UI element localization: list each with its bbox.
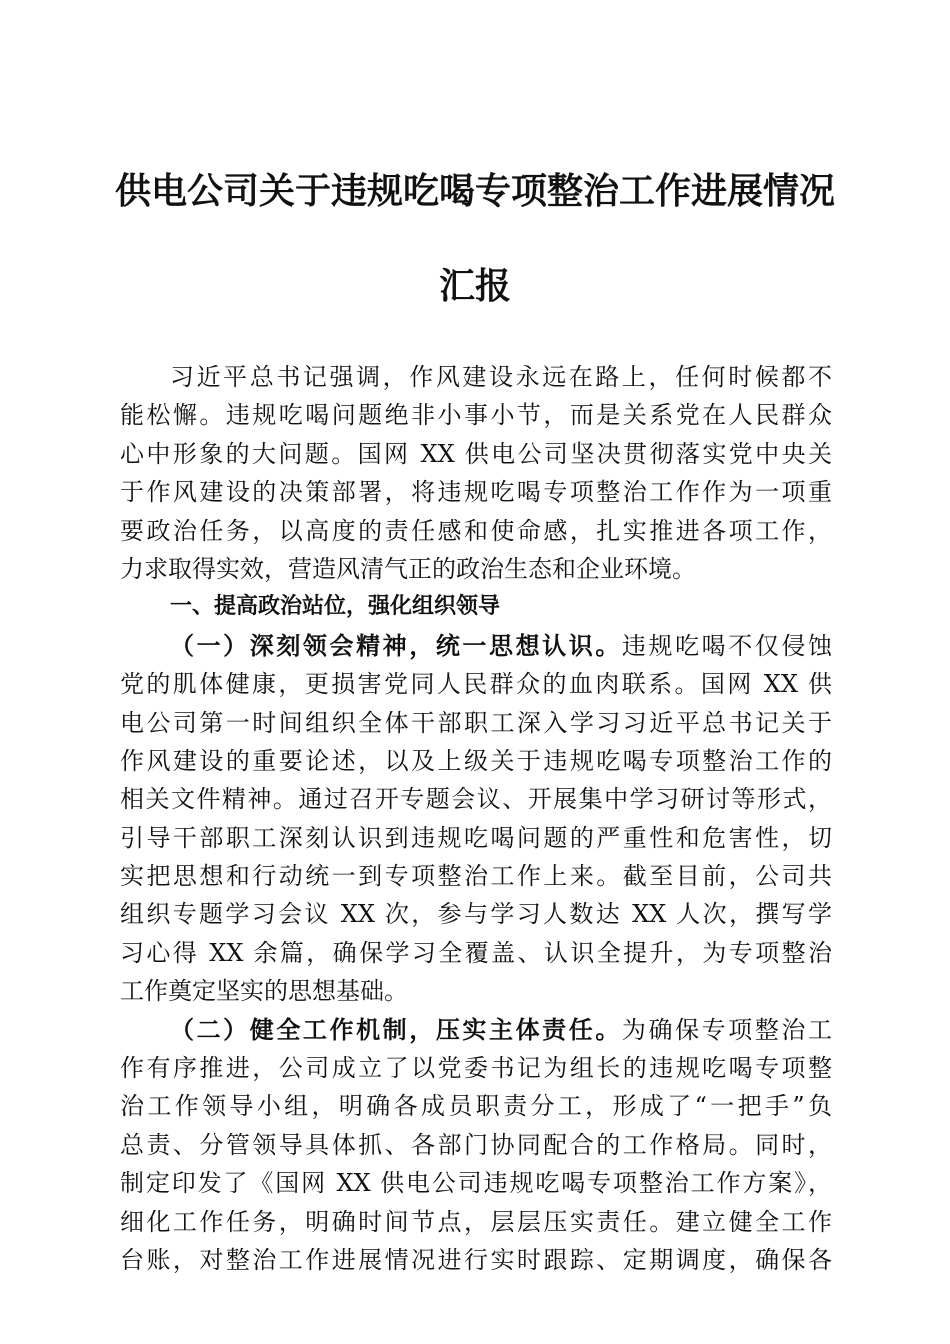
subsection-1-line: 工作奠定坚实的思想基础。: [120, 977, 408, 1006]
intro-line: 力求取得实效，营造风清气正的政治生态和企业环境。: [120, 554, 696, 583]
section-heading-1: 一、提高政治站位，强化组织领导: [170, 594, 501, 620]
subsection-2-line: 总责、分管领导具体抓、各部门协同配合的工作格局。同时，: [120, 1130, 832, 1159]
document-title-line-1: 供电公司关于违规吃喝专项整治工作进展情况: [114, 170, 835, 212]
subsection-2-line: 细化工作任务，明确时间节点，层层压实责任。建立健全工作: [120, 1207, 832, 1236]
document-body: [120, 358, 832, 1279]
subsection-2-first-line: [120, 1011, 832, 1049]
subsection-1-first-line: [120, 627, 832, 665]
subsection-1-line: 实把思想和行动统一到专项整治工作上来。截至目前，公司共: [120, 862, 832, 891]
intro-line: 习近平总书记强调，作风建设永远在路上，任何时候都不: [170, 363, 832, 391]
subsection-1-line: 习心得 XX 余篇，确保学习全覆盖、认识全提升，为专项整治: [120, 938, 832, 967]
subsection-2-first-text: 为确保专项整治工: [621, 1015, 833, 1044]
document-title-line-2: 汇报: [438, 265, 511, 307]
subsection-1-line: 作风建设的重要论述，以及上级关于违规吃喝专项整治工作的: [120, 746, 832, 775]
subsection-1-first-text: 违规吃喝不仅侵蚀: [621, 631, 833, 660]
subsection-2-line: 台账，对整治工作进展情况进行实时跟踪、定期调度，确保各: [120, 1245, 832, 1274]
intro-line: 要政治任务，以高度的责任感和使命感，扎实推进各项工作，: [120, 516, 832, 545]
subsection-1-heading: （一）深刻领会精神，统一思想认识。: [170, 630, 622, 660]
subsection-1-line: 党的肌体健康，更损害党同人民群众的血肉联系。国网 XX 供: [120, 670, 832, 699]
intro-line: 心中形象的大问题。国网 XX 供电公司坚决贯彻落实党中央关: [120, 439, 832, 468]
subsection-1-line: 组织专题学习会议 XX 次，参与学习人数达 XX 人次，撰写学: [120, 900, 832, 929]
subsection-2-line: 制定印发了《国网 XX 供电公司违规吃喝专项整治工作方案》，: [120, 1169, 832, 1198]
intro-line: 能松懈。违规吃喝问题绝非小事小节，而是关系党在人民群众: [120, 401, 832, 430]
subsection-1-line: 引导干部职工深刻认识到违规吃喝问题的严重性和危害性，切: [120, 823, 832, 852]
subsection-2-line: 作有序推进，公司成立了以党委书记为组长的违规吃喝专项整: [120, 1054, 832, 1083]
intro-line: 于作风建设的决策部署，将违规吃喝专项整治工作作为一项重: [120, 478, 832, 507]
subsection-2-heading: （二）健全工作机制，压实主体责任。: [170, 1014, 622, 1044]
subsection-2-line: 治工作领导小组，明确各成员职责分工，形成了“一把手”负: [120, 1092, 832, 1121]
subsection-1-line: 电公司第一时间组织全体干部职工深入学习习近平总书记关于: [120, 708, 832, 737]
subsection-1-line: 相关文件精神。通过召开专题会议、开展集中学习研讨等形式，: [120, 785, 832, 814]
